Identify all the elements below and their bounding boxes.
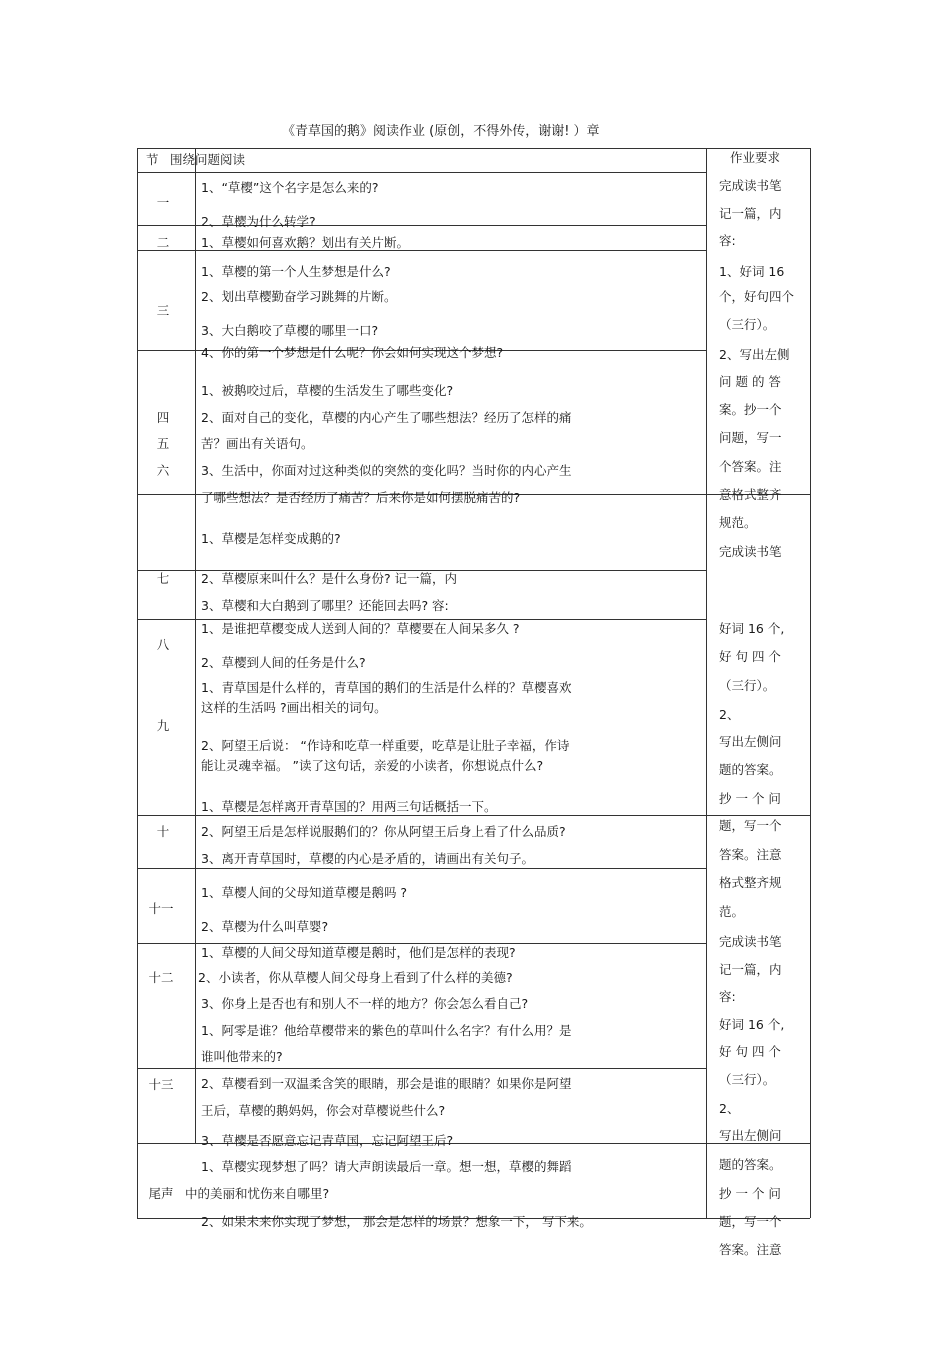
requirement-line: 好 句 四 个 xyxy=(719,1044,781,1059)
question-line: 2、面对自己的变化，草樱的内心产生了哪些想法？经历了怎样的痛 xyxy=(201,410,572,425)
requirement-line: 1、好词 16 xyxy=(719,264,785,279)
question-line: 3、草樱是否愿意忘记青草国，忘记阿望王后? xyxy=(201,1133,454,1148)
grid-line xyxy=(137,815,810,816)
chapter-label: 四 xyxy=(156,410,170,425)
chapter-label: 三 xyxy=(156,303,170,318)
requirement-line: 完成读书笔 xyxy=(719,544,782,559)
requirement-line: 题，写一个 xyxy=(719,818,782,833)
question-line: 3、离开青草国时，草樱的内心是矛盾的，请画出有关句子。 xyxy=(201,851,534,866)
question-line: 1、草樱实现梦想了吗？请大声朗读最后一章。想一想，草樱的舞蹈 xyxy=(201,1159,572,1174)
question-line: 1、被鹅咬过后，草樱的生活发生了哪些变化? xyxy=(201,383,454,398)
requirement-line: 答案。注意 xyxy=(719,1242,782,1257)
question-line: 1、草樱如何喜欢鹅？划出有关片断。 xyxy=(201,235,409,250)
chapter-label: 十三 xyxy=(148,1077,174,1092)
requirement-line: 好词 16 个, xyxy=(719,621,785,636)
requirement-line: 好 句 四 个 xyxy=(719,649,781,664)
question-line: 1、草樱的人间父母知道草樱是鹅时，他们是怎样的表现? xyxy=(201,945,516,960)
requirement-line: 2、 xyxy=(719,707,740,722)
question-line: 2、阿望王后说： “作诗和吃草一样重要，吃草是让肚子幸福，作诗 xyxy=(201,738,570,753)
grid-line xyxy=(137,172,706,173)
page-title: 《青草国的鹅》阅读作业 (原创，不得外传，谢谢! ）章 xyxy=(282,124,600,139)
requirement-line: 容: xyxy=(719,233,736,248)
grid-line xyxy=(137,868,706,869)
requirement-line: 抄 一 个 问 xyxy=(719,791,781,806)
requirement-line: 写出左侧问 xyxy=(719,1128,782,1143)
question-line: 能让灵魂幸福。 ”读了这句话，亲爱的小读者，你想说点什么? xyxy=(201,758,544,773)
question-line: 3、草樱和大白鹅到了哪里？还能回去吗? 容: xyxy=(201,598,449,613)
header-requirement: 作业要求 xyxy=(730,150,781,165)
grid-line xyxy=(137,619,706,620)
chapter-label: 十二 xyxy=(148,970,174,985)
grid-line xyxy=(137,943,706,944)
requirement-line: 个，好句四个 xyxy=(719,289,795,304)
question-line: 2、草樱为什么叫草婴? xyxy=(201,919,329,934)
grid-line xyxy=(137,148,138,1218)
question-line: 1、草樱是怎样离开青草国的？用两三句话概括一下。 xyxy=(201,799,497,814)
header-section: 节 xyxy=(146,152,159,167)
requirement-line: 完成读书笔 xyxy=(719,178,782,193)
requirement-line: 记一篇，内 xyxy=(719,206,782,221)
question-line: 王后，草樱的鹅妈妈，你会对草樱说些什么? xyxy=(201,1103,446,1118)
chapter-label: 十 xyxy=(156,824,170,839)
question-line: 1、青草国是什么样的，青草国的鹅们的生活是什么样的？草樱喜欢 xyxy=(201,680,572,695)
question-line: 3、你身上是否也有和别人不一样的地方？你会怎么看自己? xyxy=(201,996,529,1011)
question-line: 3、生活中，你面对过这种类似的突然的变化吗？当时你的内心产生 xyxy=(201,463,572,478)
chapter-label: 五 xyxy=(156,436,170,451)
question-line: 4、你的第一个梦想是什么呢？你会如何实现这个梦想? xyxy=(201,345,504,360)
requirement-line: 问 题 的 答 xyxy=(719,374,781,389)
question-line: 2、阿望王后是怎样说服鹅们的？你从阿望王后身上看了什么品质? xyxy=(201,824,566,839)
requirement-line: 意格式整齐 xyxy=(719,487,782,502)
header-reading: 围绕问题阅读 xyxy=(170,152,246,167)
question-line: 1、草樱是怎样变成鹅的? xyxy=(201,531,341,546)
requirement-line: 题的答案。 xyxy=(719,762,782,777)
requirement-line: 好词 16 个, xyxy=(719,1017,785,1032)
requirement-line: 容: xyxy=(719,989,736,1004)
requirement-line: （三行）。 xyxy=(719,317,776,332)
grid-line xyxy=(195,148,196,1143)
requirement-line: 2、 xyxy=(719,1101,740,1116)
chapter-label: 六 xyxy=(156,463,170,478)
question-line: 中的美丽和忧伤来自哪里? xyxy=(185,1186,330,1201)
chapter-label: 十一 xyxy=(148,901,174,916)
requirement-line: 题，写一个 xyxy=(719,1214,782,1229)
requirement-line: 答案。注意 xyxy=(719,847,782,862)
question-line: 2、如果未来你实现了梦想， 那会是怎样的场景？想象一下， 写下来。 xyxy=(201,1214,592,1229)
requirement-line: 2、写出左侧 xyxy=(719,347,790,362)
requirement-line: 记一篇，内 xyxy=(719,962,782,977)
question-line: 1、阿零是谁？他给草樱带来的紫色的草叫什么名字？有什么用？是 xyxy=(201,1023,572,1038)
question-line: 2、草樱看到一双温柔含笑的眼睛，那会是谁的眼睛？如果你是阿望 xyxy=(201,1076,572,1091)
question-line: 2、小读者，你从草樱人间父母身上看到了什么样的美德? xyxy=(198,970,513,985)
question-line: 2、草樱到人间的任务是什么? xyxy=(201,655,366,670)
grid-line xyxy=(137,1068,706,1069)
question-line: 了哪些想法？是否经历了痛苦？后来你是如何摆脱痛苦的? xyxy=(201,490,521,505)
requirement-line: 完成读书笔 xyxy=(719,934,782,949)
grid-line xyxy=(706,148,707,1218)
requirement-line: 范。 xyxy=(719,904,745,919)
requirement-line: 题的答案。 xyxy=(719,1157,782,1172)
requirement-line: 问题，写一 xyxy=(719,430,782,445)
question-line: 1、是谁把草樱变成人送到人间的？草樱要在人间呆多久 ? xyxy=(201,621,520,636)
requirement-line: 写出左侧问 xyxy=(719,734,782,749)
requirement-line: （三行）。 xyxy=(719,1072,776,1087)
question-line: 2、草樱为什么转学? xyxy=(201,214,316,229)
requirement-line: 规范。 xyxy=(719,515,757,530)
question-line: 2、划出草樱勤奋学习跳舞的片断。 xyxy=(201,289,397,304)
question-line: 2、草樱原来叫什么？是什么身份? 记一篇，内 xyxy=(201,571,458,586)
question-line: 1、“草樱”这个名字是怎么来的? xyxy=(201,180,379,195)
chapter-label: 二 xyxy=(156,235,170,250)
grid-line xyxy=(137,148,810,149)
requirement-line: 个答案。注 xyxy=(719,459,782,474)
grid-line xyxy=(810,148,811,1218)
chapter-label: 尾声 xyxy=(148,1186,174,1201)
requirement-line: 格式整齐规 xyxy=(719,875,782,890)
question-line: 苦？画出有关语句。 xyxy=(201,436,314,451)
chapter-label: 一 xyxy=(156,195,170,210)
question-line: 3、大白鹅咬了草樱的哪里一口? xyxy=(201,323,379,338)
requirement-line: 案。抄一个 xyxy=(719,402,782,417)
question-line: 1、草樱人间的父母知道草樱是鹅吗 ? xyxy=(201,885,408,900)
requirement-line: （三行）。 xyxy=(719,678,776,693)
question-line: 谁叫他带来的? xyxy=(201,1049,283,1064)
chapter-label: 七 xyxy=(156,571,170,586)
requirement-line: 抄 一 个 问 xyxy=(719,1186,781,1201)
question-line: 这样的生活吗 ?画出相关的词句。 xyxy=(201,700,387,715)
chapter-label: 九 xyxy=(156,718,170,733)
question-line: 1、草樱的第一个人生梦想是什么? xyxy=(201,264,391,279)
chapter-label: 八 xyxy=(156,637,170,652)
